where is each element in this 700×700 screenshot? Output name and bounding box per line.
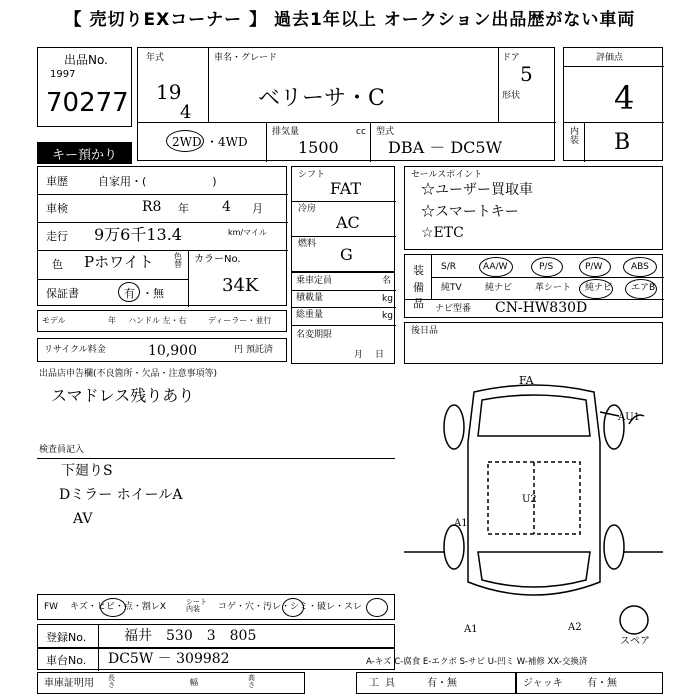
- equipment-box: [404, 254, 663, 318]
- selling-points-label: セールスポイント: [411, 170, 483, 180]
- diagram-spare: スペア: [620, 636, 650, 647]
- shaken-month-unit: 月: [252, 202, 263, 215]
- inspector-line-2: Dミラー ホイールA: [59, 487, 183, 503]
- equipment-label: 装備品: [413, 264, 424, 310]
- notes-text: スマドレス残りあり: [51, 386, 195, 405]
- changed-unit: 月日: [354, 350, 397, 360]
- jack-options: 有・無: [587, 678, 617, 689]
- diagram-u2: U2: [522, 494, 537, 505]
- door-value: 5: [520, 62, 533, 86]
- misc-row: [37, 310, 287, 332]
- damage-items: コゲ・穴・汚レ・シミ・破レ・スレ: [218, 602, 363, 612]
- mileage-value: 9万6千13.4: [94, 225, 182, 244]
- mileage-label: 走行: [46, 230, 68, 243]
- diagram-au1: AU1: [618, 412, 641, 423]
- shift-label: シフト: [298, 170, 326, 180]
- mileage-unit: km/マイル: [228, 228, 267, 237]
- cert-row: [37, 672, 305, 694]
- shaken-month: 4: [222, 199, 231, 215]
- equip-ps: P/S: [539, 262, 554, 272]
- key-badge: キー預かり: [37, 142, 132, 164]
- interior-value: B: [614, 130, 631, 155]
- recycle-unit: 円 預託済: [234, 345, 273, 355]
- chassis-row: [37, 648, 395, 670]
- lot-sub: 1997: [50, 69, 76, 80]
- recycle-value: 10,900: [148, 343, 197, 359]
- shaken-label: 車検: [46, 202, 68, 215]
- displacement-unit: cc: [356, 127, 366, 137]
- color-label: 色: [52, 258, 63, 271]
- door-label: ドア: [502, 53, 520, 63]
- equip-pw: P/W: [585, 262, 603, 272]
- notes-label: 出品店申告欄(不良箇所・欠品・注意事項等): [39, 369, 218, 379]
- seat-label: シート内装: [186, 598, 207, 613]
- fw-items: キズ・ヒビ・点・割レX: [70, 602, 166, 612]
- car-diagram: [404, 372, 663, 647]
- colorno-label: カラーNo.: [194, 254, 241, 265]
- cert-width: 幅: [190, 678, 198, 687]
- warranty-yes: 有: [124, 287, 135, 300]
- selling-points-box: [404, 166, 663, 250]
- capacity-box: [291, 272, 395, 364]
- registration-value: 福井 530 3 805: [124, 628, 257, 644]
- drive-2wd: 2WD: [172, 135, 202, 149]
- interior-row: [37, 594, 395, 620]
- diagram-a1-left: A1: [454, 518, 468, 529]
- car-name: ベリーサ・C: [258, 86, 385, 111]
- equip-abs: ABS: [631, 262, 649, 272]
- tools-options: 有・無: [427, 678, 457, 689]
- fw-label: FW: [44, 602, 59, 612]
- cert-label: 車庫証明用: [44, 678, 94, 689]
- diagram-a2: A2: [568, 622, 582, 633]
- detail-rows: [37, 166, 287, 306]
- lot-number: 70277: [46, 88, 129, 118]
- tools-row: [356, 672, 516, 694]
- cert-length: 長さ: [108, 674, 115, 689]
- gross-unit: kg: [382, 311, 393, 321]
- displacement-value: 1500: [298, 138, 339, 157]
- interior-label: 内装: [570, 127, 580, 146]
- cert-height: 高さ: [248, 674, 255, 689]
- jack-label: ジャッキ: [523, 678, 563, 689]
- load-unit: kg: [382, 294, 393, 304]
- model-value: DBA － DC5W: [388, 138, 503, 157]
- drive-dot: ・: [206, 135, 219, 149]
- tools-label: 工具: [369, 678, 401, 689]
- equip-navi: 純ナビ: [485, 283, 513, 293]
- drive-4wd: 4WD: [218, 135, 248, 149]
- misc-year: 年: [108, 316, 116, 325]
- retrofit-box: [404, 322, 663, 364]
- history-value: 自家用・( ): [98, 175, 217, 188]
- registration-label: 登録No.: [46, 631, 87, 644]
- model-label: 型式: [376, 127, 395, 137]
- selling-point-1: ☆ユーザー買取車: [421, 182, 533, 198]
- color-change-label: 色替: [174, 252, 182, 269]
- inspector-line-1: 下廻りS: [61, 463, 113, 479]
- year-label: 年式: [146, 53, 165, 63]
- lot-number-box: [37, 47, 132, 127]
- score-box: [563, 47, 663, 161]
- misc-dealer: ディーラー・並行: [208, 316, 272, 325]
- warranty-no: ・無: [142, 287, 164, 300]
- recycle-label: リサイクル料金: [44, 345, 106, 355]
- inspector-label: 検査員記入: [39, 445, 85, 455]
- name-label: 車名・グレード: [214, 53, 278, 63]
- equip-airbag: エアB: [631, 283, 656, 293]
- retrofit-label: 後日品: [411, 326, 439, 336]
- equip-navi2: 純ナビ: [585, 283, 613, 293]
- warranty-label: 保証書: [46, 287, 79, 300]
- misc-handle: ハンドル 左・右: [128, 316, 187, 325]
- inspector-line-3: AV: [73, 511, 93, 527]
- equip-tv: 純TV: [441, 283, 462, 293]
- specs-box: [291, 166, 395, 272]
- equip-aw: AA/W: [483, 262, 508, 272]
- rider-label: 乗車定員: [296, 276, 333, 286]
- score-label: 評価点: [596, 53, 624, 63]
- vehicle-header: [137, 47, 555, 161]
- colorno-value: 34K: [222, 275, 259, 296]
- rider-unit: 名: [382, 276, 392, 286]
- diagram-front: FA: [519, 374, 534, 387]
- notes-box: [37, 366, 395, 440]
- selling-point-2: ☆スマートキー: [421, 204, 519, 220]
- chassis-label: 車台No.: [46, 654, 87, 667]
- equip-leather: 革シート: [535, 283, 572, 293]
- displacement-label: 排気量: [272, 127, 300, 137]
- shape-label: 形状: [502, 91, 521, 101]
- history-label: 車歴: [46, 175, 68, 188]
- inspector-box: [37, 444, 395, 592]
- jack-row: [516, 672, 663, 694]
- misc-model: モデル: [42, 316, 66, 325]
- navi-label: ナビ型番: [435, 304, 472, 314]
- year-value: 19: [156, 80, 182, 104]
- fuel-value: G: [340, 245, 353, 264]
- recycle-box: [37, 338, 287, 362]
- fuel-label: 燃料: [298, 239, 317, 249]
- gross-label: 総重量: [296, 310, 324, 320]
- chassis-value: DC5W － 309982: [108, 651, 230, 667]
- shaken-year: R8: [142, 199, 162, 215]
- banner-title: 【 売切りEXコーナー 】 過去1年以上 オークション出品歴がない車両: [64, 9, 636, 30]
- load-label: 積載量: [296, 293, 324, 303]
- score-value: 4: [614, 79, 635, 117]
- ac-value: AC: [336, 213, 360, 232]
- shift-value: FAT: [330, 179, 362, 198]
- registration-row: [37, 624, 395, 648]
- month-value: 4: [180, 102, 192, 123]
- diagram-a1-bottom: A1: [464, 624, 478, 635]
- lot-label: 出品No.: [64, 53, 108, 67]
- shaken-year-unit: 年: [178, 202, 189, 215]
- ac-label: 冷房: [298, 204, 317, 214]
- color-value: Pホワイト: [84, 253, 154, 271]
- equip-sr: S/R: [441, 262, 456, 272]
- navi-value: CN-HW830D: [495, 300, 588, 316]
- selling-point-3: ☆ETC: [421, 225, 464, 241]
- legend: A-キズ C-腐食 E-エクボ S-サビ U-凹ミ W-補修 XX-交換済: [366, 657, 588, 667]
- changed-label: 名変期限: [296, 330, 333, 340]
